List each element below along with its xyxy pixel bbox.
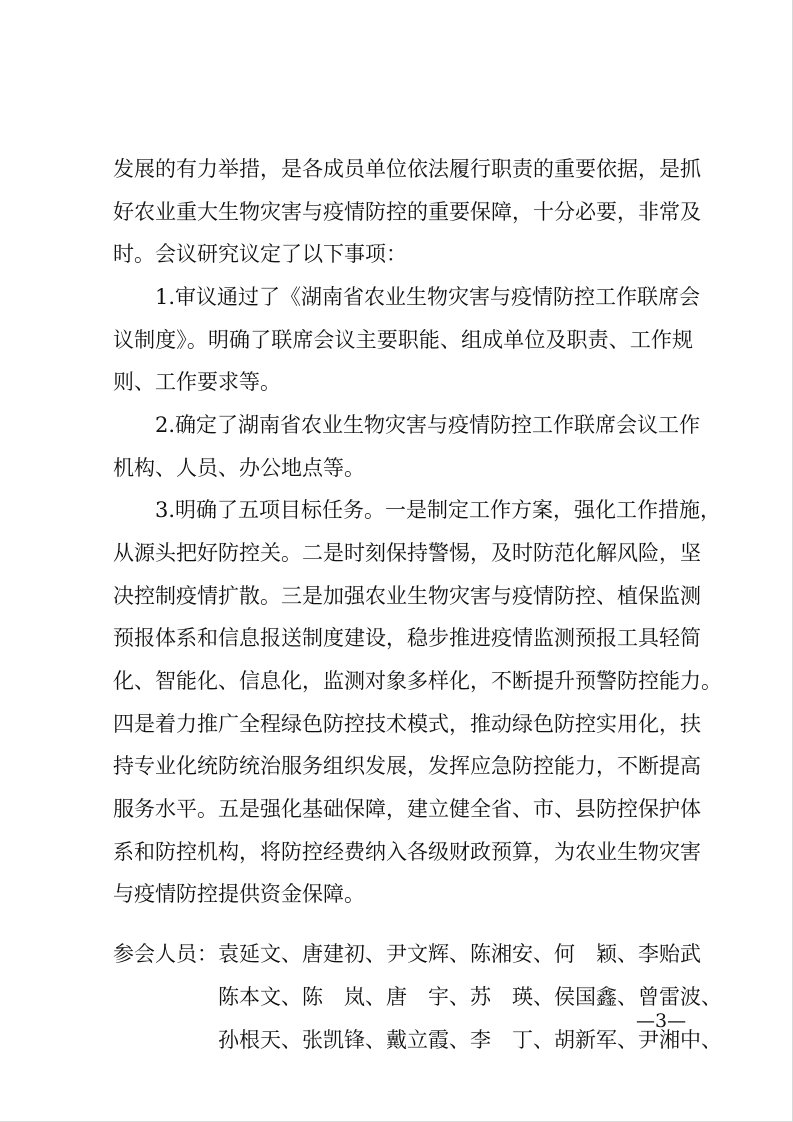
attendees-line: 孙根天、张凯锋、戴立霞、李 丁、胡新军、尹湘中、	[218, 1028, 722, 1052]
page-number: —3—	[636, 1010, 687, 1032]
body-line: 1.审议通过了《湖南省农业生物灾害与疫情防控工作联席会	[155, 285, 701, 309]
body-line: 发展的有力举措，是各成员单位依法履行职责的重要依据，是抓	[113, 157, 701, 181]
body-line: 从源头把好防控关。二是时刻保持警惕，及时防范化解风险，坚	[113, 541, 701, 565]
attendees-line: 袁延文、唐建初、尹文辉、陈湘安、何 颖、李贻武	[218, 942, 701, 966]
body-line: 则、工作要求等。	[113, 370, 281, 394]
body-line: 机构、人员、办公地点等。	[113, 456, 365, 480]
body-line: 议制度》。明确了联席会议主要职能、组成单位及职责、工作规	[113, 328, 693, 352]
attendees-line: 陈本文、陈 岚、唐 宇、苏 瑛、侯国鑫、曾雷波、	[218, 985, 722, 1009]
body-line: 预报体系和信息报送制度建设，稳步推进疫情监测预报工具轻简	[113, 626, 701, 650]
body-line: 3.明确了五项目标任务。一是制定工作方案，强化工作措施，	[155, 498, 722, 522]
body-line: 好农业重大生物灾害与疫情防控的重要保障，十分必要，非常及	[113, 200, 701, 224]
body-line: 化、智能化、信息化，监测对象多样化，不断提升预警防控能力。	[113, 669, 722, 693]
body-line: 与疫情防控提供资金保障。	[113, 882, 365, 906]
body-line: 2.确定了湖南省农业生物灾害与疫情防控工作联席会议工作	[155, 413, 701, 437]
body-line: 决控制疫情扩散。三是加强农业生物灾害与疫情防控、植保监测	[113, 584, 701, 608]
body-line: 服务水平。五是强化基础保障，建立健全省、市、县防控保护体	[113, 797, 701, 821]
attendees-label: 参会人员：	[113, 942, 218, 966]
body-line: 持专业化统防统治服务组织发展，发挥应急防控能力，不断提高	[113, 754, 701, 778]
body-line: 时。会议研究议定了以下事项：	[113, 242, 407, 266]
body-line: 四是着力推广全程绿色防控技术模式，推动绿色防控实用化，扶	[113, 712, 701, 736]
body-line: 系和防控机构，将防控经费纳入各级财政预算，为农业生物灾害	[113, 840, 701, 864]
